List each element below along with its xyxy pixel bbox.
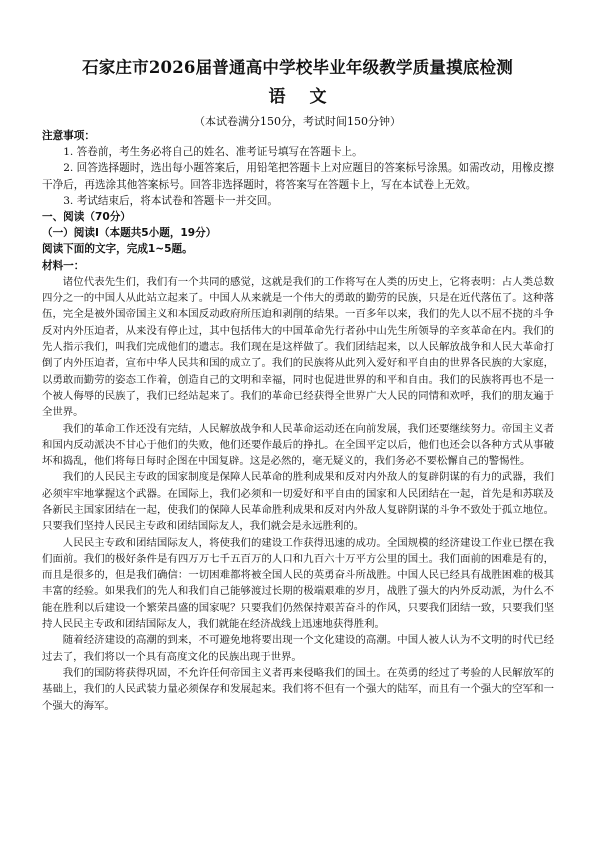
subject-title: 语文 <box>268 87 351 107</box>
material-paragraph-1: 诸位代表先生们，我们有一个共同的感觉，这就是我们的工作将写在人类的历史上，它将表明：占人类总数四分之一的中国人从此站立起来了。中国人从来就是一个伟大的勇敢的勤劳的民族，只是在近代落伍了。这种落伍，完全是被外国帝国主义和本国反动政府所压迫和剥削的结果。一百多年以来，我们的先人以不屈不挠的斗争反对内外压迫者，从来没有停止过，其中包括伟大的中国革命先行者孙中山先生所领导的辛亥革命在内。我们的先人指示我们，叫我们完成他们的遗志。我们现在是这样做了。我们团结起来，以人民解放战争和人民大革命打倒了内外压迫者，宣布中华人民共和国的成立了。我们的民族将从此列入爱好和平自由的世界各民族的大家庭，以勇敢而勤劳的姿态工作着，创造自己的文明和幸福，同时也促进世界的和平和自由。我们的民族将再也不是一个被人侮辱的民族了，我们已经站起来了。我们的革命已经获得全世界广大人民的同情和欢呼，我们的朋友遍于全世界。 <box>42 275 554 419</box>
notice-heading: 注意事项： <box>42 130 95 142</box>
notice-item-2: 2. 回答选择题时，选出每小题答案后，用铅笔把答题卡上对应题目的答案标号涂黑。如需改动，用橡皮擦干净后，再选涂其他答案标号。回答非选择题时，将答案写在答题卡上，写在本试卷上无效。 <box>42 162 554 191</box>
reading-instruction: 阅读下面的文字，完成1~5题。 <box>42 243 193 256</box>
material-paragraph-6: 我们的国防将获得巩固，不允许任何帝国主义者再来侵略我们的国土。在英勇的经过了考验的人民解放军的基础上，我们的人民武装力量必须保存和发展起来。我们将不但有一个强大的陆军，而且有一个强大的空军和一个强大的海军。 <box>42 666 554 712</box>
material-paragraph-2: 我们的革命工作还没有完结，人民解放战争和人民革命运动还在向前发展，我们还要继续努力。帝国主义者和国内反动派决不甘心于他们的失败，他们还要作最后的挣扎。在全国平定以后，他们也还会以各种方式从事破坏和捣乱，他们将每日每时企图在中国复辟。这是必然的，毫无疑义的，我们务必不要松懈自己的警惕性。 <box>42 422 554 468</box>
exam-info: （本试卷满分150分，考试时间150分钟） <box>194 115 401 128</box>
notice-item-3: 3. 考试结束后，将本试卷和答题卡一并交回。 <box>63 194 278 207</box>
exam-title: 石家庄市2026届普通高中学校毕业年级教学质量摸底检测 <box>82 58 513 77</box>
material-paragraph-5: 随着经济建设的高潮的到来，不可避免地将要出现一个文化建设的高潮。中国人被人认为不文明的时代已经过去了，我们将以一个具有高度文化的民族出现于世界。 <box>42 634 554 663</box>
exam-body <box>42 128 554 714</box>
material-paragraph-4: 人民民主专政和团结国际友人，将使我们的建设工作获得迅速的成功。全国规模的经济建设工作业已摆在我们面前。我们的极好条件是有四万万七千五百万的人口和九百六十万平方公里的国土。我们面前的困难是有的，而且是很多的，但是我们确信：一切困难都将被全国人民的英勇奋斗所战胜。中国人民已经具有战胜困难的极其丰富的经验。如果我们的先人和我们自己能够渡过长期的极端艰难的岁月，战胜了强大的内外反动派，为什么不能在胜利以后建设一个繁荣昌盛的国家呢？只要我们仍然保持艰苦奋斗的作风，只要我们团结一致，只要我们坚持人民民主专政和团结国际友人，我们就能在经济战线上迅速地获得胜利。 <box>42 536 554 631</box>
material-paragraph-3: 我们的人民民主专政的国家制度是保障人民革命的胜利成果和反对内外敌人的复辟阴谋的有力的武器，我们必须牢牢地掌握这个武器。在国际上，我们必须和一切爱好和平自由的国家和人民团结在一起，首先是和苏联及各新民主国家团结在一起，使我们的保障人民革命胜利成果和反对内外敌人复辟阴谋的斗争不致处于孤立地位。只要我们坚持人民民主专政和团结国际友人，我们就会是永远胜利的。 <box>42 471 554 533</box>
sub-heading: （一）阅读Ⅰ（本题共5小题，19分） <box>42 227 217 240</box>
part-heading: 一、阅读（70分） <box>42 211 131 224</box>
material-label: 材料一： <box>42 259 85 272</box>
notice-item-1: 1. 答卷前，考生务必将自己的姓名、准考证号填写在答题卡上。 <box>63 146 363 159</box>
